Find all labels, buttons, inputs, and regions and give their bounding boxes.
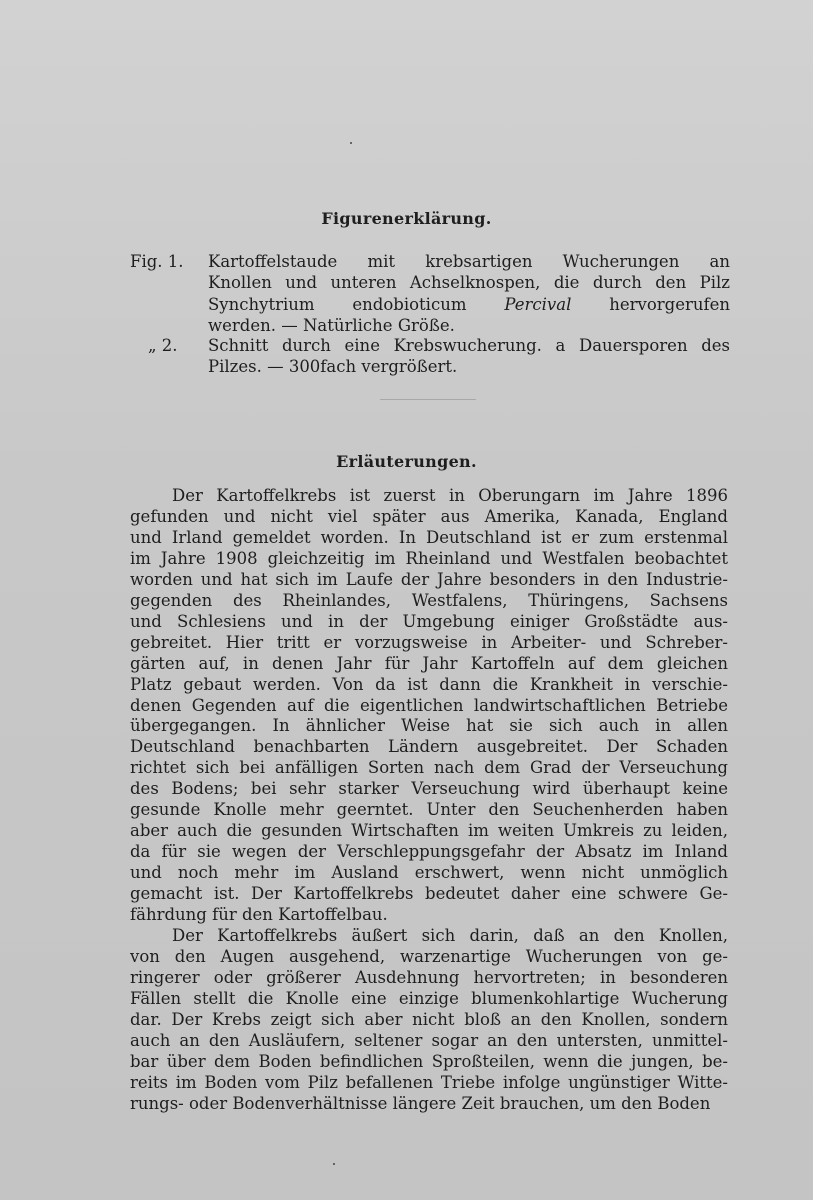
- paragraph-line: des Bodens; bei sehr starker Verseuchung wird überhaupt keine: [130, 779, 728, 799]
- paragraph-line: im Jahre 1908 gleichzeitig im Rheinland und Westfalen beobachtet: [130, 548, 728, 568]
- caption-label: „ 2.: [148, 336, 178, 355]
- explanations-heading: Erläuterungen.: [336, 452, 477, 471]
- paragraph-line: bar über dem Boden befindlichen Sproßteilen, wenn die jungen, be-: [130, 1051, 728, 1071]
- paragraph-line: Deutschland benachbarten Ländern ausgebreitet. Der Schaden: [130, 737, 728, 757]
- paragraph-line: und Schlesiens und in der Umgebung einiger Großstädte aus-: [130, 611, 728, 631]
- speck: [350, 142, 352, 144]
- paragraph-line: fährdung für den Kartoffelbau.: [130, 905, 388, 925]
- paragraph-line: dar. Der Krebs zeigt sich aber nicht bloß an den Knollen, sondern: [130, 1009, 728, 1029]
- paragraph-line: Fällen stellt die Knolle eine einzige blumenkohlartige Wucherung: [130, 988, 728, 1008]
- paragraph-line: Der Kartoffelkrebs ist zuerst in Oberungarn im Jahre 1896: [172, 486, 728, 505]
- caption-line: werden. — Natürliche Größe.: [208, 315, 455, 335]
- caption-text: [208, 335, 730, 378]
- speck: [333, 1163, 335, 1165]
- paragraph-line: reits im Boden vom Pilz befallenen Triebe infolge ungünstiger Witte-: [130, 1072, 728, 1092]
- paragraph-line: gärten auf, in denen Jahr für Jahr Kartoffeln auf dem gleichen: [130, 653, 728, 673]
- paragraph-line: und Irland gemeldet worden. In Deutschland ist er zum erstenmal: [130, 527, 728, 547]
- body-paragraph-1: [130, 486, 728, 926]
- caption-line: Schnitt durch eine Krebswucherung. a Dauersporen des: [208, 336, 730, 355]
- paragraph-line: von den Augen ausgehend, warzenartige Wucherungen von ge-: [130, 946, 728, 966]
- paragraph-line: richtet sich bei anfälligen Sorten nach dem Grad der Verseuchung: [130, 758, 728, 778]
- caption-label: Fig. 1.: [130, 252, 184, 271]
- caption-line: Knollen und unteren Achselknospen, die durch den Pilz: [208, 273, 730, 293]
- paragraph-line: gegenden des Rheinlandes, Westfalens, Thüringens, Sachsens: [130, 590, 728, 610]
- section-divider: [380, 399, 476, 400]
- paragraph-line: Der Kartoffelkrebs äußert sich darin, daß an den Knollen,: [172, 926, 728, 945]
- paragraph-line: da für sie wegen der Verschleppungsgefahr der Absatz im Inland: [130, 842, 728, 862]
- figure-explanation-heading: Figurenerklärung.: [321, 209, 492, 228]
- paragraph-line: und noch mehr im Ausland erschwert, wenn nicht unmöglich: [130, 863, 728, 883]
- paragraph-line: ringerer oder größerer Ausdehnung hervortreten; in besonderen: [130, 967, 728, 987]
- caption-line: Synchytrium endobioticum Percival hervorgerufen: [208, 294, 730, 314]
- paragraph-line: Platz gebaut werden. Von da ist dann die Krankheit in verschie-: [130, 674, 728, 694]
- paragraph-line: denen Gegenden auf die eigentlichen landwirtschaftlichen Betriebe: [130, 695, 728, 715]
- paragraph-line: rungs- oder Bodenverhältnisse längere Zeit brauchen, um den Boden: [130, 1093, 711, 1113]
- paragraph-line: aber auch die gesunden Wirtschaften im weiten Umkreis zu leiden,: [130, 821, 728, 841]
- paragraph-line: gefunden und nicht viel später aus Amerika, Kanada, England: [130, 506, 728, 526]
- paragraph-line: auch an den Ausläufern, seltener sogar an den untersten, unmittel-: [130, 1030, 728, 1050]
- caption-line: Kartoffelstaude mit krebsartigen Wucherungen an: [208, 252, 730, 271]
- paragraph-line: gemacht ist. Der Kartoffelkrebs bedeutet daher eine schwere Ge-: [130, 884, 728, 904]
- paragraph-line: übergegangen. In ähnlicher Weise hat sie sich auch in allen: [130, 716, 728, 736]
- caption-text: [208, 251, 730, 336]
- caption-line: Pilzes. — 300fach vergrößert.: [208, 357, 458, 377]
- body-paragraph-2: [130, 926, 728, 1115]
- paragraph-line: gesunde Knolle mehr geerntet. Unter den Seuchenherden haben: [130, 800, 728, 820]
- paragraph-line: worden und hat sich im Laufe der Jahre besonders in den Industrie-: [130, 569, 728, 589]
- paragraph-line: gebreitet. Hier tritt er vorzugsweise in Arbeiter- und Schreber-: [130, 632, 728, 652]
